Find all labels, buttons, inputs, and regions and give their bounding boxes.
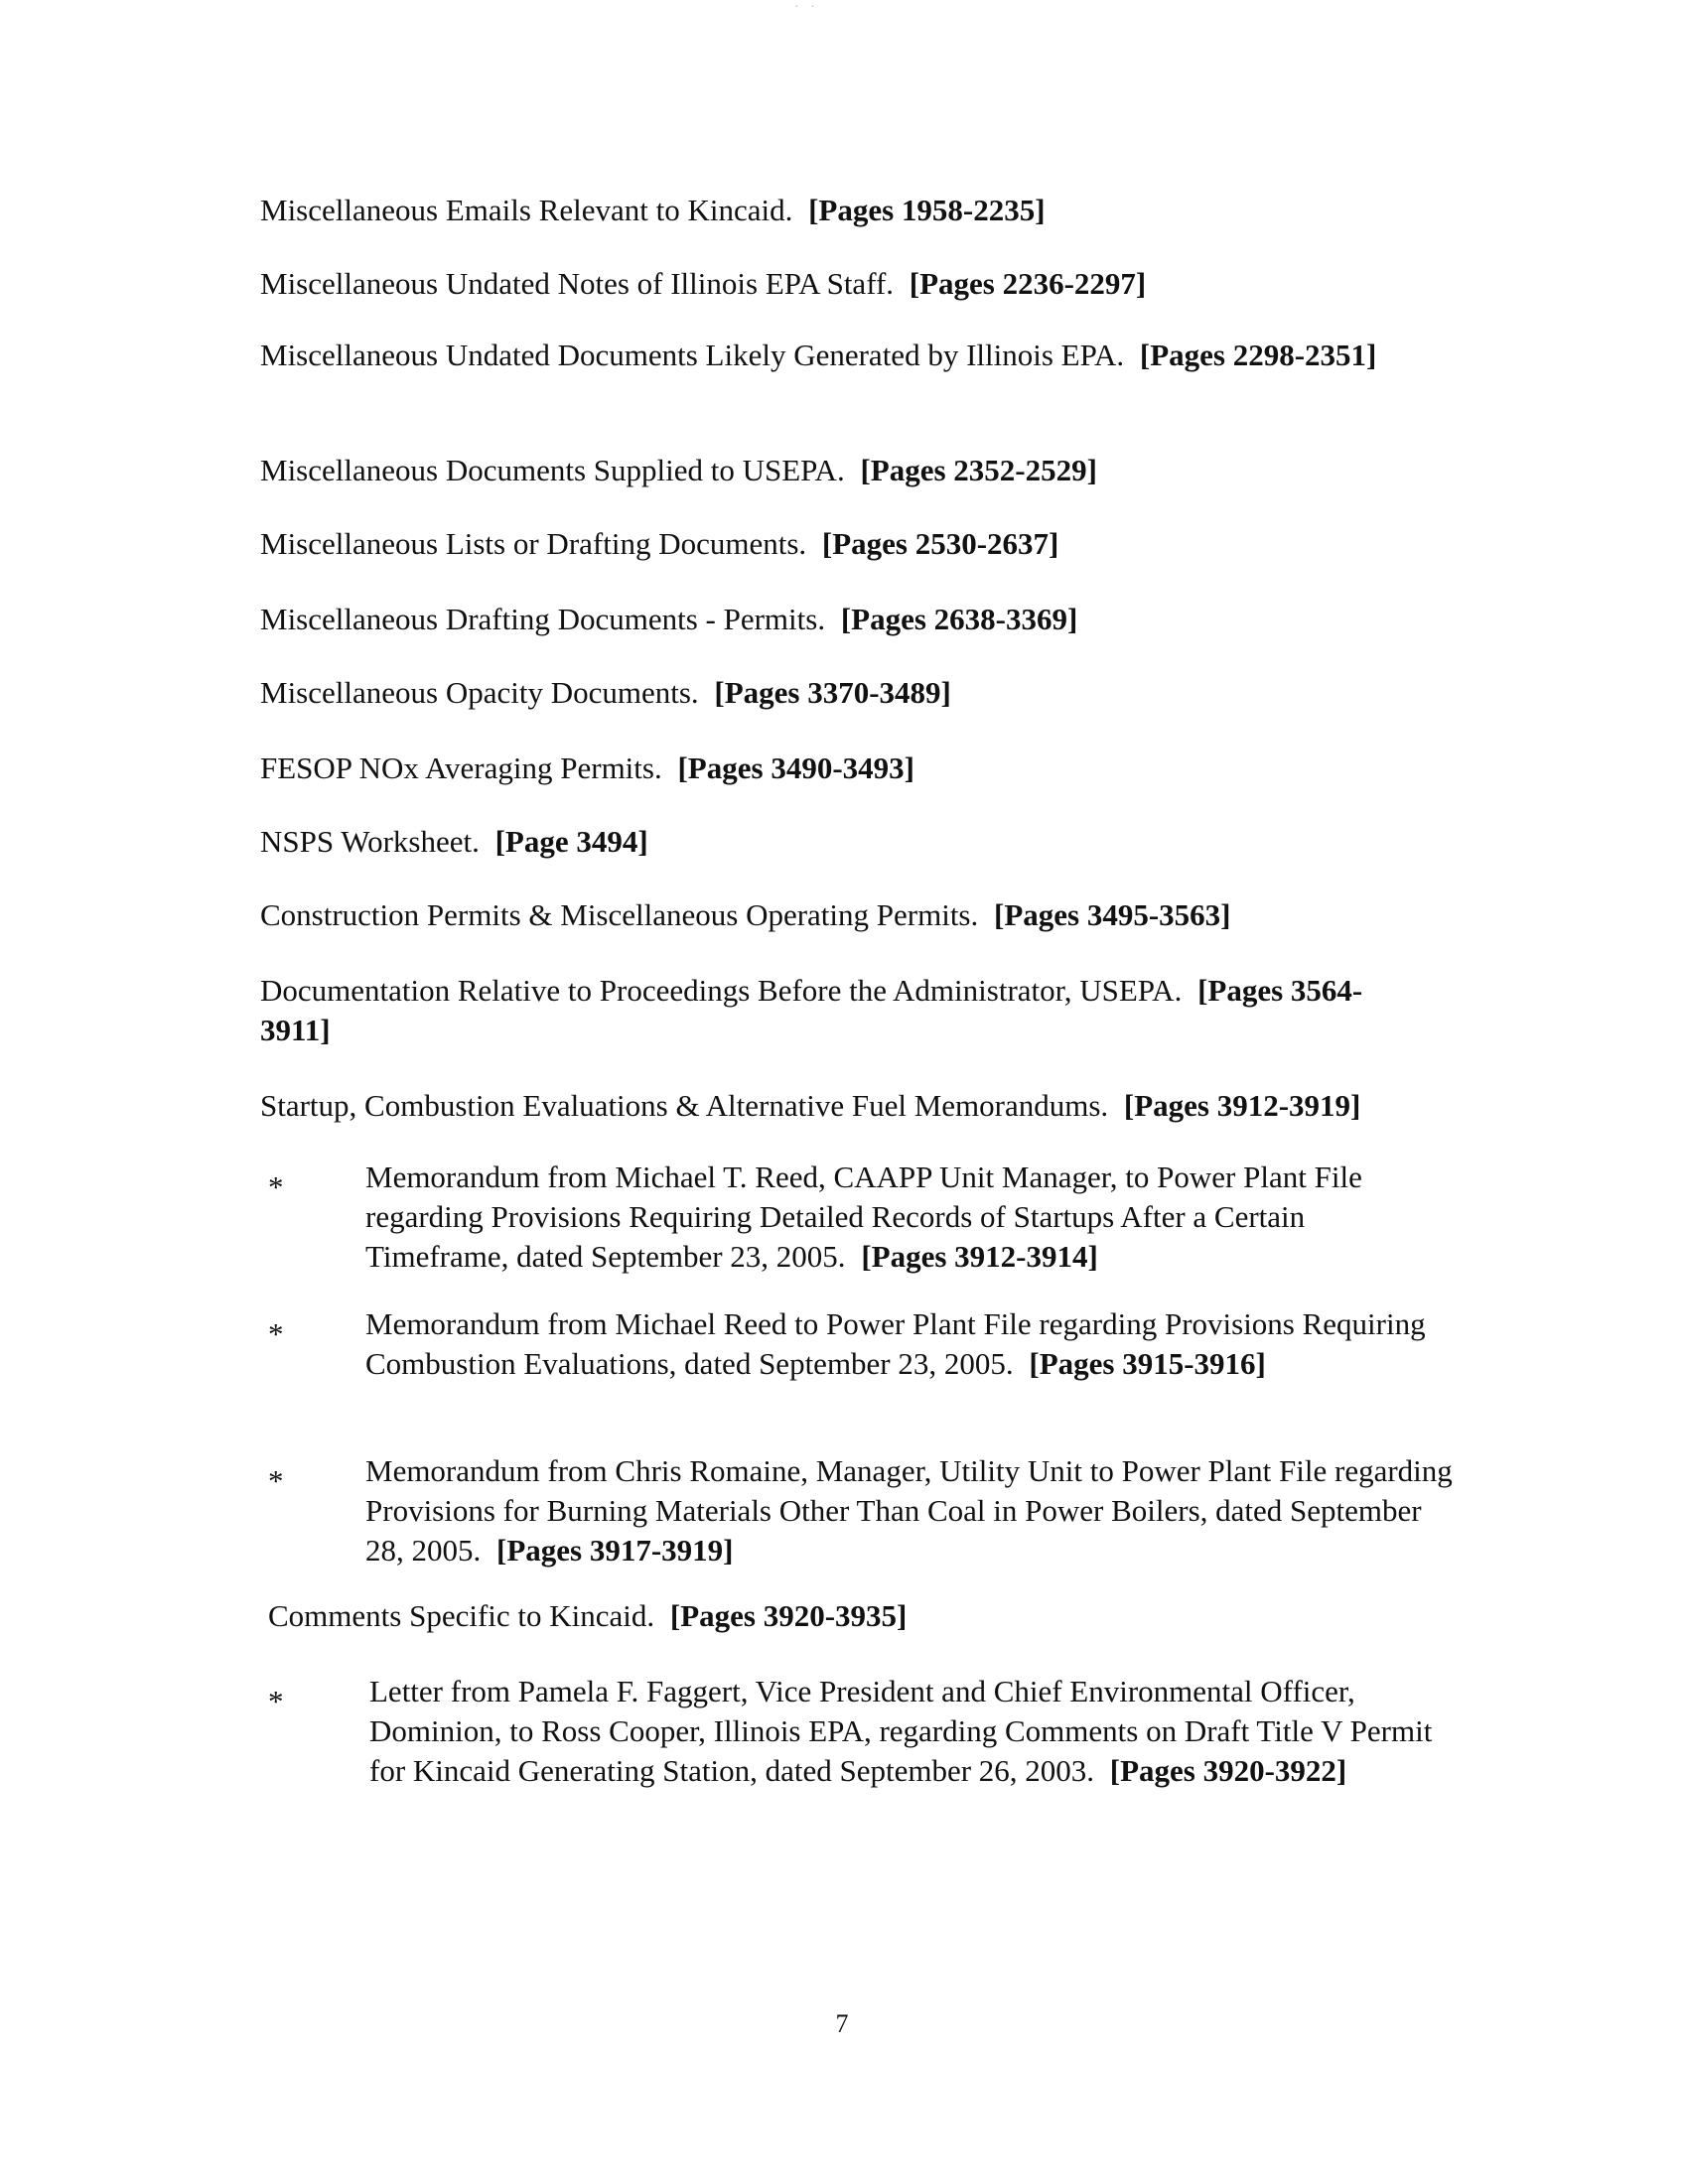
page-reference: [Pages 2236-2297] [909,266,1147,301]
bullet-marker: * [268,1316,284,1351]
page-number: 7 [835,2009,849,2038]
entry-title: FESOP NOx Averaging Permits. [260,751,662,785]
index-entry [260,600,1452,639]
entry-title: Miscellaneous Emails Relevant to Kincaid. [260,193,793,227]
page-reference: [Pages 2530-2637] [821,526,1059,561]
bullet-marker: * [268,1169,284,1204]
page-reference: [Pages 2298-2351] [1139,338,1377,372]
entry-title: Construction Permits & Miscellaneous Operating Permits. [260,897,979,932]
entry-title: Documentation Relative to Proceedings Before the Administrator, USEPA. [260,973,1183,1008]
sub-list-item [365,1451,1453,1570]
bullet-marker: * [268,1684,284,1718]
page-reference: [Pages 3920-3922] [1109,1753,1347,1788]
index-entry [260,1086,1452,1126]
page-reference: [Pages 3920-3935] [669,1598,908,1633]
entry-title: Miscellaneous Opacity Documents. [260,675,699,710]
sub-item-text: Letter from Pamela F. Faggert, Vice President and Chief Environmental Officer, Dominion, to Ross Cooper, Illinois EPA, regarding Comments on Draft Title V Permit for Kincaid Generating Station, dated September 26, 2003. [369,1674,1433,1788]
index-entry [260,264,1452,304]
index-entry [260,336,1382,375]
sub-list-item [369,1672,1457,1791]
index-entry [260,822,1452,862]
index-entry [260,191,1452,230]
page-reference: [Pages 3370-3489] [714,675,951,710]
entry-title: Startup, Combustion Evaluations & Alternative Fuel Memorandums. [260,1088,1109,1123]
page-reference: [Pages 2638-3369] [840,602,1078,636]
page-reference: [Page 3494] [494,824,648,859]
index-entry [260,673,1452,713]
entry-title: NSPS Worksheet. [260,824,480,859]
entry-title: Miscellaneous Undated Notes of Illinois EPA Staff. [260,266,895,301]
sub-list-item [365,1158,1453,1277]
bullet-marker: * [268,1463,284,1498]
page-reference: [Pages 3915-3916] [1029,1346,1266,1381]
scan-artifact-mark: · · [794,0,819,15]
page-reference: [Pages 1958-2235] [808,193,1046,227]
page-reference: [Pages 3564-3911] [260,973,1363,1047]
page-reference: [Pages 2352-2529] [860,453,1097,487]
index-entry [260,895,1452,935]
index-entry [268,1596,1460,1636]
sub-item-text: Memorandum from Chris Romaine, Manager, Utility Unit to Power Plant File regarding Provisions for Burning Materials Other Than Coal in Power Boilers, dated September 28, 2005. [365,1453,1453,1568]
entry-title: Miscellaneous Lists or Drafting Documents. [260,526,807,561]
page-reference: [Pages 3912-3914] [861,1239,1098,1274]
page-reference: [Pages 3917-3919] [496,1533,734,1568]
index-entry [260,971,1432,1050]
page-reference: [Pages 3912-3919] [1123,1088,1361,1123]
page-reference: [Pages 3495-3563] [994,897,1231,932]
sub-list-item [365,1304,1453,1384]
index-entry [260,749,1452,788]
page-reference: [Pages 3490-3493] [677,751,914,785]
entry-title: Miscellaneous Undated Documents Likely Generated by Illinois EPA. [260,338,1125,372]
entry-title: Miscellaneous Drafting Documents - Permits. [260,602,826,636]
entry-title: Comments Specific to Kincaid. [268,1598,655,1633]
index-entry [260,524,1452,564]
entry-title: Miscellaneous Documents Supplied to USEPA. [260,453,845,487]
sub-item-text: Memorandum from Michael Reed to Power Plant File regarding Provisions Requiring Combustion Evaluations, dated September 23, 2005. [365,1306,1426,1381]
sub-item-text: Memorandum from Michael T. Reed, CAAPP Unit Manager, to Power Plant File regarding Provisions Requiring Detailed Records of Startups After a Certain Timeframe, dated September 23, 2005. [365,1160,1362,1274]
index-entry [260,451,1452,490]
